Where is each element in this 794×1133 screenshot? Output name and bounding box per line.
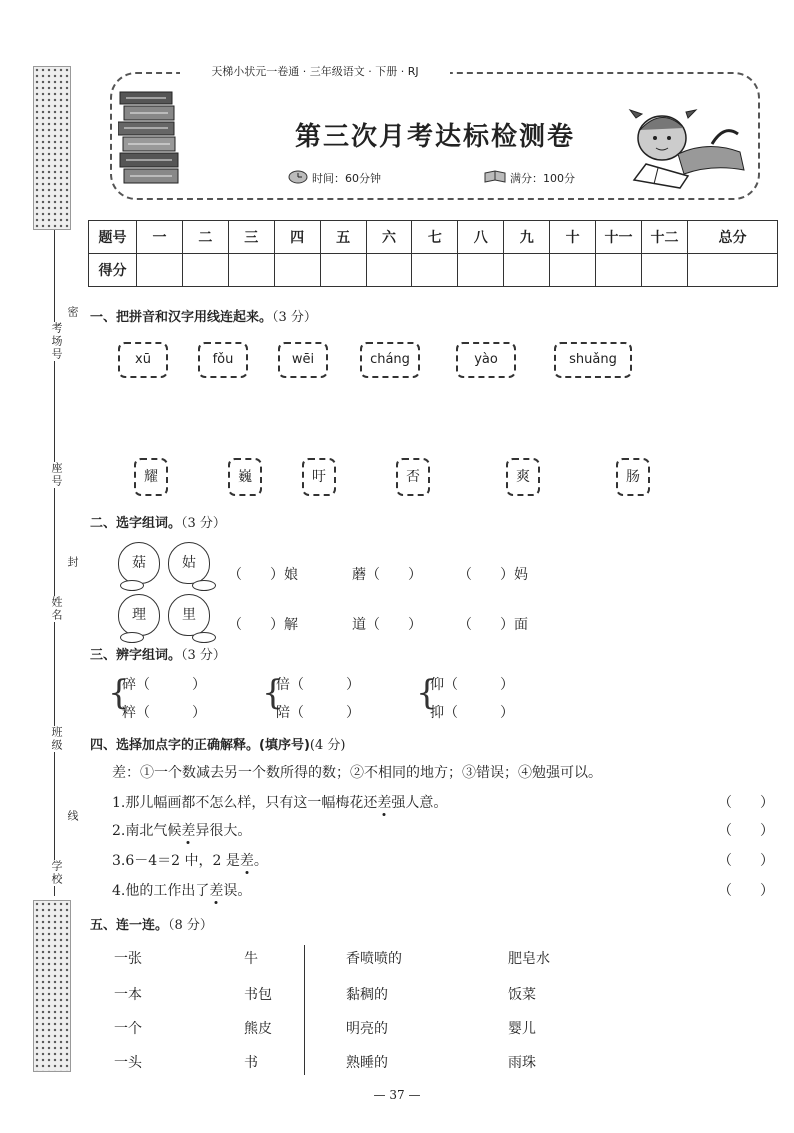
score-header-cell: 一 <box>137 221 183 254</box>
q3-blank[interactable]: 碎（ ） <box>122 677 206 693</box>
score-header-cell: 总分 <box>688 221 778 254</box>
dotted-char: 差 <box>181 823 196 839</box>
match-item-col2[interactable]: 牛 <box>244 951 258 967</box>
q4-item <box>112 792 447 812</box>
score-header-cell: 十一 <box>596 221 642 254</box>
leaf-icon <box>120 632 144 643</box>
q2-blank[interactable]: （ ）解 <box>228 617 298 633</box>
q2-blank[interactable]: 道（ ） <box>352 617 422 633</box>
score-header-cell: 十 <box>550 221 596 254</box>
q3-blank[interactable]: 陪（ ） <box>276 705 360 721</box>
reading-girl-illustration <box>628 104 750 192</box>
match-item-col3[interactable]: 明亮的 <box>346 1021 388 1037</box>
q3-blank[interactable]: 倍（ ） <box>276 677 360 693</box>
q4-answer-blank[interactable]: （ ） <box>718 823 774 839</box>
q3-heading <box>90 644 226 663</box>
match-item-col3[interactable]: 黏稠的 <box>346 987 388 1003</box>
q4-item-post: 。 <box>253 853 268 869</box>
margin-label-mi: 密 <box>66 306 79 319</box>
match-item-col2[interactable]: 书包 <box>244 987 272 1003</box>
score-table-score-row <box>89 254 778 287</box>
q2-blank[interactable]: 蘑（ ） <box>352 567 422 583</box>
peach-char: 里 <box>168 594 210 636</box>
score-blank-cell[interactable] <box>688 254 778 287</box>
binding-strip-top <box>33 66 71 230</box>
full-score: 满分：100分 <box>510 172 575 185</box>
q3-blank[interactable]: 粹（ ） <box>122 705 206 721</box>
leaf-icon <box>192 632 216 643</box>
pinyin-box[interactable]: xū <box>118 342 168 378</box>
hanzi-box[interactable]: 吁 <box>302 458 336 496</box>
leaf-icon <box>192 580 216 591</box>
q4-item-pre: 3.6－4＝2 中，2 是 <box>112 853 240 869</box>
q4-definition: 差：①一个数减去另一个数所得的数；②不相同的地方；③错误；④勉强可以。 <box>112 765 602 781</box>
page-number: — 37 — <box>373 1088 421 1102</box>
score-header-cell: 三 <box>228 221 274 254</box>
match-item-col4[interactable]: 肥皂水 <box>508 951 550 967</box>
exam-time: 时间：60分钟 <box>312 172 381 185</box>
pinyin-box[interactable]: wēi <box>278 342 328 378</box>
brace-icon: { <box>262 673 284 713</box>
binding-strip-bottom <box>33 900 71 1072</box>
book-icon <box>484 170 506 184</box>
score-blank-cell[interactable] <box>504 254 550 287</box>
margin-label-name: 姓名 <box>50 596 63 622</box>
hanzi-box[interactable]: 巍 <box>228 458 262 496</box>
q1-heading <box>90 306 317 325</box>
q4-answer-blank[interactable]: （ ） <box>718 795 774 811</box>
q2-points: （3 分） <box>181 516 226 531</box>
q4-item <box>112 880 251 900</box>
q4-item-pre: 4.他的工作出了 <box>112 883 210 899</box>
q2-blank[interactable]: （ ）面 <box>458 617 528 633</box>
q4-points: (4 分) <box>309 738 346 753</box>
q4-item <box>112 820 251 840</box>
match-item-col3[interactable]: 熟睡的 <box>346 1055 388 1071</box>
margin-label-school: 学校 <box>50 860 63 886</box>
score-blank-cell[interactable] <box>596 254 642 287</box>
q4-item-post: 异很大。 <box>195 823 252 839</box>
books-illustration <box>118 88 184 188</box>
q4-answer-blank[interactable]: （ ） <box>718 883 774 899</box>
pinyin-box[interactable]: shuǎng <box>554 342 632 378</box>
q2-title: 二、选字组词。 <box>90 516 182 531</box>
margin-label-class: 班级 <box>50 726 63 752</box>
score-header-cell: 八 <box>458 221 504 254</box>
peach-char: 理 <box>118 594 160 636</box>
score-table-header-row <box>89 221 778 254</box>
match-item-col4[interactable]: 婴儿 <box>508 1021 536 1037</box>
peach-char: 菇 <box>118 542 160 584</box>
match-item-col2[interactable]: 熊皮 <box>244 1021 272 1037</box>
match-item-col4[interactable]: 雨珠 <box>508 1055 536 1071</box>
q4-answer-blank[interactable]: （ ） <box>718 853 774 869</box>
pinyin-box[interactable]: fǒu <box>198 342 248 378</box>
score-header-cell: 七 <box>412 221 458 254</box>
q4-item-pre: 2.南北气候 <box>112 823 182 839</box>
margin-label-seat: 座号 <box>50 462 63 488</box>
peach-char: 姑 <box>168 542 210 584</box>
score-blank-cell[interactable] <box>320 254 366 287</box>
dotted-char: 差 <box>209 883 224 899</box>
q1-title: 一、把拼音和汉字用线连起来。 <box>90 310 273 325</box>
match-item-col1[interactable]: 一张 <box>114 951 142 967</box>
score-blank-cell[interactable] <box>550 254 596 287</box>
match-item-col2[interactable]: 书 <box>244 1055 258 1071</box>
q3-blank[interactable]: 仰（ ） <box>430 677 514 693</box>
score-blank-cell[interactable] <box>366 254 412 287</box>
margin-label-feng: 封 <box>66 556 79 569</box>
match-item-col3[interactable]: 香喷喷的 <box>346 951 402 967</box>
q3-points: （3 分） <box>181 648 226 663</box>
q4-heading <box>90 734 345 753</box>
score-blank-cell[interactable] <box>137 254 183 287</box>
column-divider <box>304 945 305 1075</box>
match-item-col1[interactable]: 一个 <box>114 1021 142 1037</box>
score-blank-cell[interactable] <box>274 254 320 287</box>
score-table <box>88 220 778 287</box>
q2-blank[interactable]: （ ）妈 <box>458 567 528 583</box>
score-row-label: 得分 <box>89 254 137 287</box>
q1-points: （3 分） <box>272 310 317 325</box>
leaf-icon <box>120 580 144 591</box>
q3-title: 三、辨字组词。 <box>90 648 182 663</box>
q4-item <box>112 850 268 870</box>
brace-icon: { <box>416 673 438 713</box>
hanzi-box[interactable]: 爽 <box>506 458 540 496</box>
q2-blank[interactable]: （ ）娘 <box>228 567 298 583</box>
q4-item-post: 强人意。 <box>391 795 448 811</box>
margin-label-exam-room: 考场号 <box>50 322 63 361</box>
hanzi-box[interactable]: 耀 <box>134 458 168 496</box>
hanzi-box[interactable]: 肠 <box>616 458 650 496</box>
hanzi-box[interactable]: 否 <box>396 458 430 496</box>
dotted-char: 差 <box>377 795 392 811</box>
q4-item-pre: 1.那儿幅画都不怎么样，只有这一幅梅花还 <box>112 795 378 811</box>
score-blank-cell[interactable] <box>412 254 458 287</box>
score-header-cell: 十二 <box>641 221 687 254</box>
q3-blank[interactable]: 抑（ ） <box>430 705 514 721</box>
q5-points: （8 分） <box>168 918 213 933</box>
pinyin-box[interactable]: yào <box>456 342 516 378</box>
brace-icon: { <box>108 673 130 713</box>
match-item-col1[interactable]: 一本 <box>114 987 142 1003</box>
score-header-cell: 题号 <box>89 221 137 254</box>
q5-heading <box>90 914 213 933</box>
q4-title: 四、选择加点字的正确解释。(填序号) <box>90 738 310 753</box>
score-blank-cell[interactable] <box>458 254 504 287</box>
q4-item-post: 误。 <box>223 883 252 899</box>
margin-label-xian: 线 <box>66 810 79 823</box>
score-blank-cell[interactable] <box>182 254 228 287</box>
dotted-char: 差 <box>239 853 254 869</box>
match-item-col4[interactable]: 饭菜 <box>508 987 536 1003</box>
score-header-cell: 四 <box>274 221 320 254</box>
score-header-cell: 六 <box>366 221 412 254</box>
page-title: 第三次月考达标检测卷 <box>294 122 575 152</box>
score-blank-cell[interactable] <box>228 254 274 287</box>
series-title: 天梯小状元一卷通 · 三年级语文 · 下册 · RJ <box>180 64 450 80</box>
q5-title: 五、连一连。 <box>90 918 169 933</box>
score-header-cell: 九 <box>504 221 550 254</box>
clock-icon <box>288 170 308 184</box>
q2-heading <box>90 512 226 531</box>
match-item-col1[interactable]: 一头 <box>114 1055 142 1071</box>
pinyin-box[interactable]: cháng <box>360 342 420 378</box>
score-header-cell: 五 <box>320 221 366 254</box>
score-blank-cell[interactable] <box>641 254 687 287</box>
score-header-cell: 二 <box>182 221 228 254</box>
